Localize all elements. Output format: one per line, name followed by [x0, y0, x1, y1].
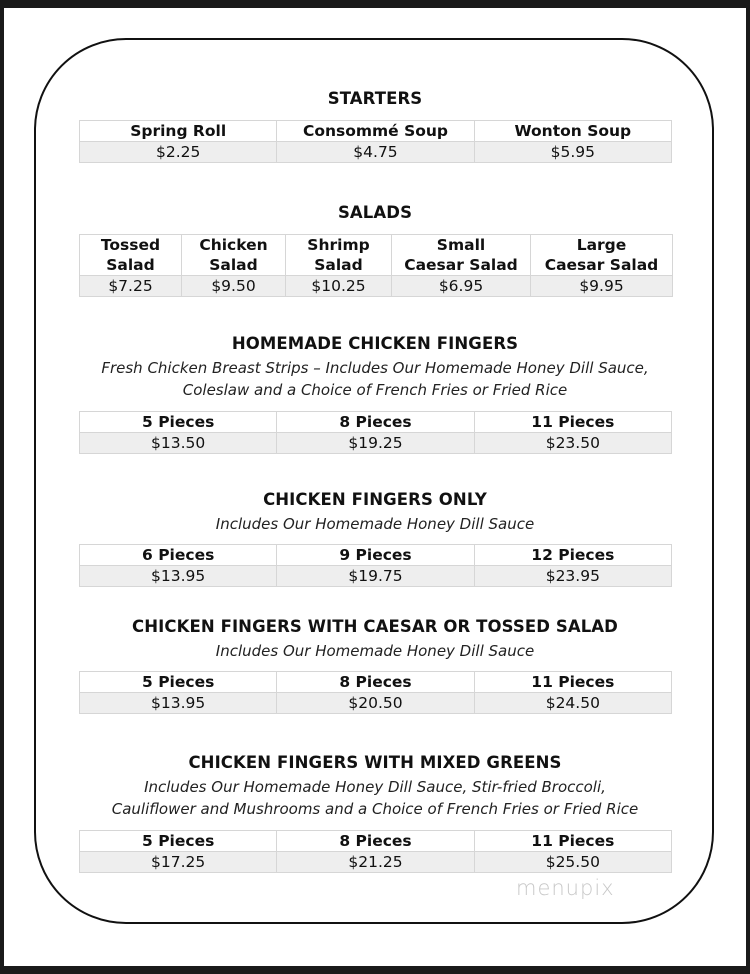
- only-item-price: $19.75: [277, 566, 474, 587]
- salad-name: [80, 235, 182, 276]
- greens-item-price: $21.25: [277, 852, 474, 873]
- greens-desc-line1: Includes Our Homemade Honey Dill Sauce, Stir-fried Broccoli,: [144, 778, 606, 796]
- homemade-desc-line2: Coleslaw and a Choice of French Fries or Fried Rice: [182, 381, 568, 399]
- only-table: [79, 544, 672, 587]
- salad-name-line2: Caesar Salad: [404, 256, 518, 274]
- starters-table: [79, 120, 672, 163]
- salad-name: [392, 235, 531, 276]
- starter-price: $5.95: [474, 142, 671, 163]
- salad-price: $6.95: [392, 276, 531, 297]
- starter-name: Wonton Soup: [474, 121, 671, 142]
- greens-item-price: $17.25: [80, 852, 277, 873]
- greens-title: CHICKEN FINGERS WITH MIXED GREENS: [188, 753, 562, 772]
- salad-price: $9.95: [531, 276, 673, 297]
- salad-name: [531, 235, 673, 276]
- homemade-item-price: $19.25: [277, 433, 474, 454]
- salad-combo-item-price: $24.50: [474, 693, 671, 714]
- homemade-desc-line1: Fresh Chicken Breast Strips – Includes Our Homemade Honey Dill Sauce,: [101, 359, 649, 377]
- salad-combo-item-price: $13.95: [80, 693, 277, 714]
- only-item-name: 6 Pieces: [80, 545, 277, 566]
- only-title: CHICKEN FINGERS ONLY: [263, 490, 487, 509]
- salad-name-line1: Tossed: [100, 236, 161, 254]
- salad-name-line1: Large: [576, 236, 627, 254]
- salad-combo-item-name: 11 Pieces: [474, 672, 671, 693]
- salad-combo-title: CHICKEN FINGERS WITH CAESAR OR TOSSED SALAD: [132, 617, 618, 636]
- salad-combo-table: [79, 671, 672, 714]
- salad-name-line2: Caesar Salad: [544, 256, 659, 274]
- greens-item-name: 5 Pieces: [80, 831, 277, 852]
- salad-name: [286, 235, 392, 276]
- salad-price: $7.25: [80, 276, 182, 297]
- greens-item-name: 8 Pieces: [277, 831, 474, 852]
- salads-table: [79, 234, 673, 297]
- salad-combo-item-name: 5 Pieces: [80, 672, 277, 693]
- homemade-item-name: 8 Pieces: [277, 412, 474, 433]
- starters-title: STARTERS: [327, 89, 423, 108]
- homemade-description: [0, 357, 750, 401]
- greens-item-name: 11 Pieces: [474, 831, 671, 852]
- salad-combo-item-name: 8 Pieces: [277, 672, 474, 693]
- salad-combo-description: Includes Our Homemade Honey Dill Sauce: [215, 642, 535, 660]
- greens-table: [79, 830, 672, 873]
- greens-item-price: $25.50: [474, 852, 671, 873]
- only-item-price: $23.95: [474, 566, 671, 587]
- homemade-item-name: 11 Pieces: [474, 412, 671, 433]
- menupix-watermark: menupix: [516, 876, 615, 900]
- starter-name: Consommé Soup: [277, 121, 474, 142]
- salad-name-line1: Small: [436, 236, 486, 254]
- starter-price: $2.25: [80, 142, 277, 163]
- salads-title: SALADS: [337, 203, 413, 222]
- only-item-name: 9 Pieces: [277, 545, 474, 566]
- homemade-title: HOMEMADE CHICKEN FINGERS: [231, 334, 519, 353]
- salad-name-line2: Salad: [106, 256, 155, 274]
- salad-name: [182, 235, 286, 276]
- salad-name-line1: Chicken: [199, 236, 268, 254]
- salad-name-line2: Salad: [314, 256, 363, 274]
- salad-name-line1: Shrimp: [307, 236, 370, 254]
- only-item-name: 12 Pieces: [474, 545, 671, 566]
- only-description: Includes Our Homemade Honey Dill Sauce: [215, 515, 535, 533]
- greens-description: [0, 776, 750, 820]
- salad-name-line2: Salad: [209, 256, 258, 274]
- homemade-table: [79, 411, 672, 454]
- greens-desc-line2: Cauliflower and Mushrooms and a Choice of French Fries or Fried Rice: [111, 800, 639, 818]
- homemade-item-price: $23.50: [474, 433, 671, 454]
- homemade-item-name: 5 Pieces: [80, 412, 277, 433]
- starter-name: Spring Roll: [80, 121, 277, 142]
- salad-price: $9.50: [182, 276, 286, 297]
- homemade-item-price: $13.50: [80, 433, 277, 454]
- only-item-price: $13.95: [80, 566, 277, 587]
- salad-combo-item-price: $20.50: [277, 693, 474, 714]
- salad-price: $10.25: [286, 276, 392, 297]
- starter-price: $4.75: [277, 142, 474, 163]
